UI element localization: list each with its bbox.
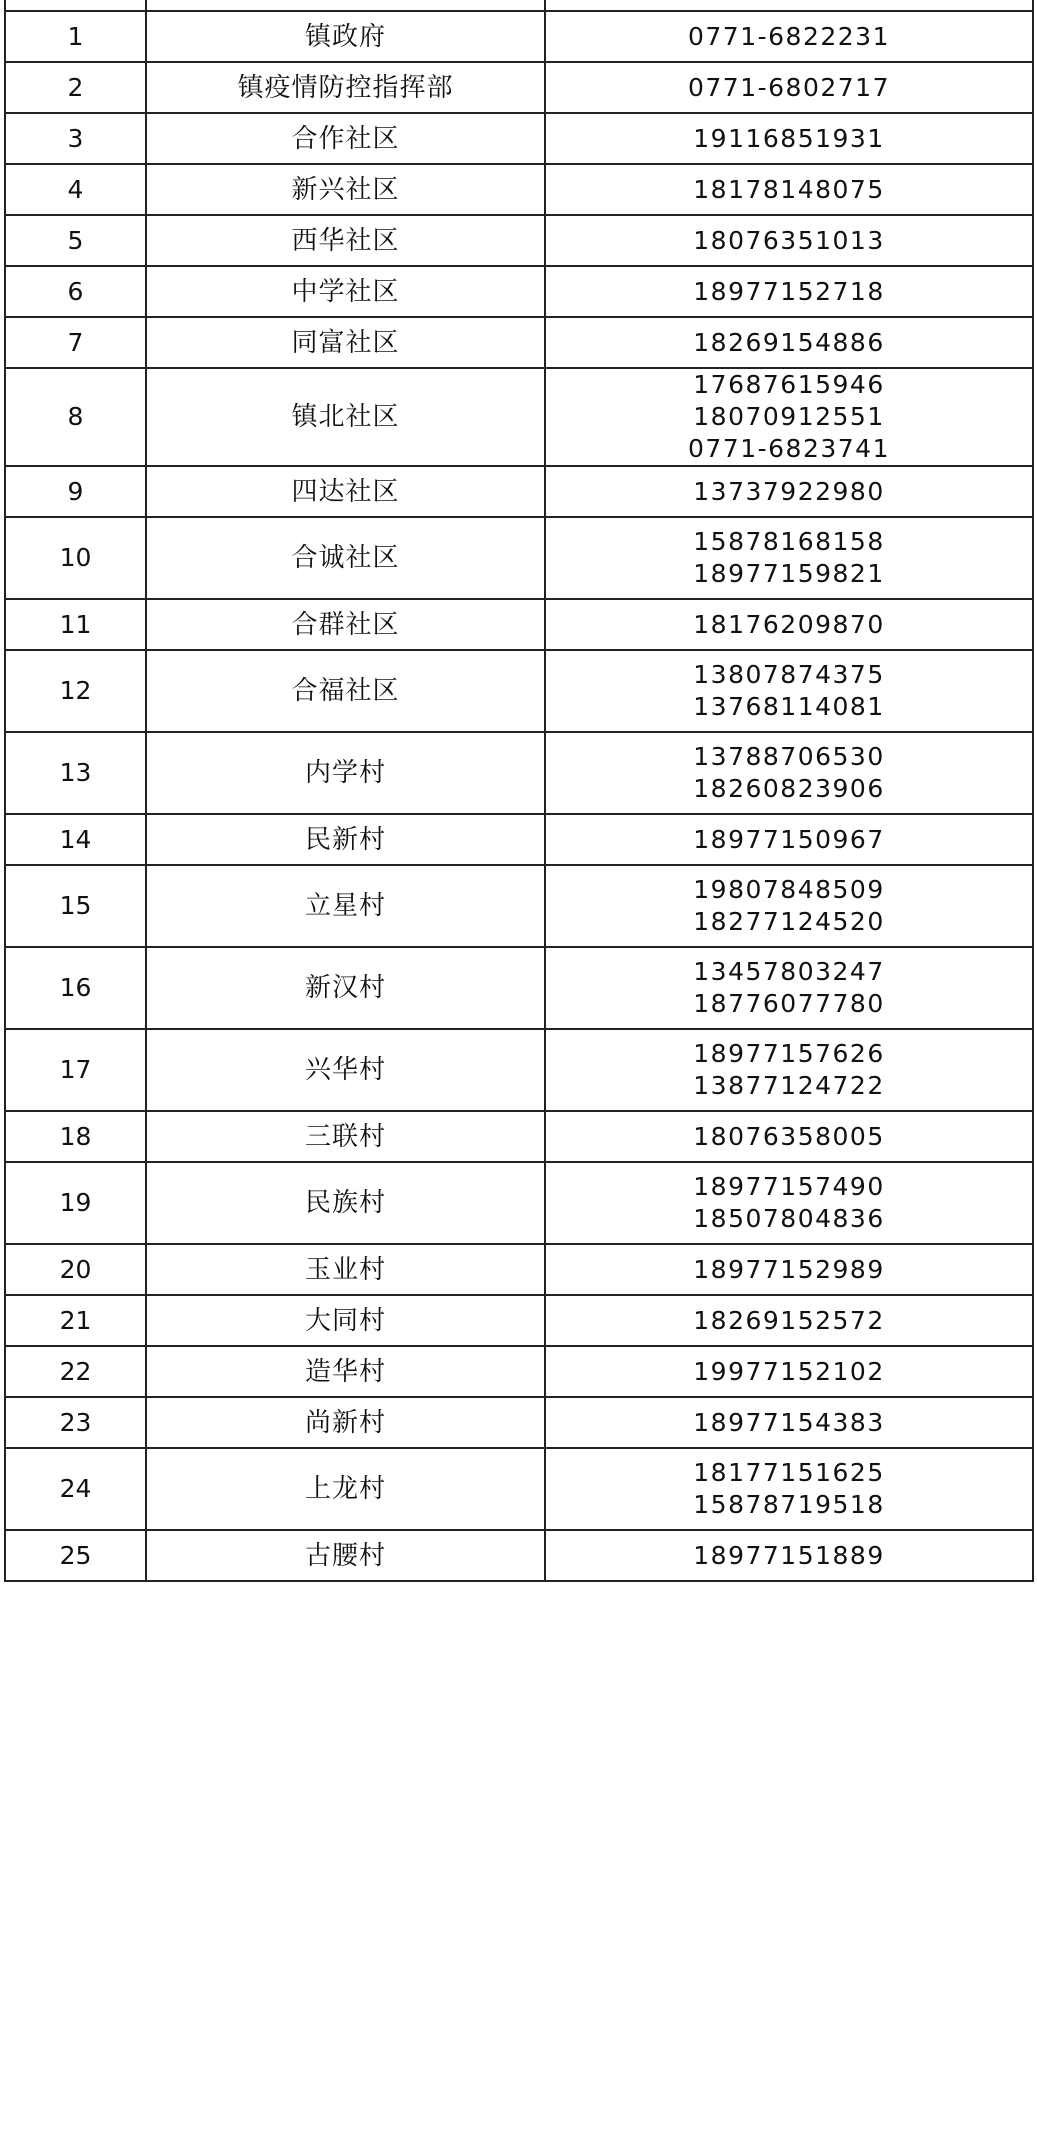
row-number: 15 xyxy=(6,866,147,946)
table-row xyxy=(6,866,1032,948)
table-row xyxy=(6,114,1032,165)
table-row xyxy=(6,948,1032,1030)
row-unit-name: 造华村 xyxy=(147,1347,546,1396)
phone-number: 18977150967 xyxy=(693,824,885,854)
table-row xyxy=(6,1030,1032,1112)
row-phones xyxy=(546,216,1032,265)
phone-number: 18977152989 xyxy=(693,1254,885,1284)
row-number: 14 xyxy=(6,815,147,864)
row-phones xyxy=(546,63,1032,112)
row-unit-name: 新汉村 xyxy=(147,948,546,1028)
row-number: 3 xyxy=(6,114,147,163)
row-number: 2 xyxy=(6,63,147,112)
top-strip-cell-name xyxy=(147,0,546,10)
row-phones xyxy=(546,518,1032,598)
phone-number: 18178148075 xyxy=(693,174,885,204)
row-phones xyxy=(546,866,1032,946)
row-phones xyxy=(546,815,1032,864)
phone-number: 17687615946 xyxy=(693,370,885,399)
row-unit-name: 合作社区 xyxy=(147,114,546,163)
top-strip-cell-no xyxy=(6,0,147,10)
table-row xyxy=(6,1347,1032,1398)
row-number: 17 xyxy=(6,1030,147,1110)
phone-number: 15878719518 xyxy=(693,1490,885,1519)
row-number: 8 xyxy=(6,369,147,465)
phone-number: 18277124520 xyxy=(693,907,885,936)
table-top-strip xyxy=(6,0,1032,12)
row-number: 10 xyxy=(6,518,147,598)
row-phones xyxy=(546,318,1032,367)
row-number: 7 xyxy=(6,318,147,367)
row-unit-name: 西华社区 xyxy=(147,216,546,265)
table-row xyxy=(6,1163,1032,1245)
table-row xyxy=(6,318,1032,369)
table-row xyxy=(6,216,1032,267)
row-number: 19 xyxy=(6,1163,147,1243)
row-unit-name: 兴华村 xyxy=(147,1030,546,1110)
row-phones xyxy=(546,733,1032,813)
row-unit-name: 四达社区 xyxy=(147,467,546,516)
row-phones xyxy=(546,467,1032,516)
phone-number: 13807874375 xyxy=(693,660,885,689)
row-number: 21 xyxy=(6,1296,147,1345)
row-unit-name: 镇政府 xyxy=(147,12,546,61)
row-number: 1 xyxy=(6,12,147,61)
row-unit-name: 镇北社区 xyxy=(147,369,546,465)
phone-number: 18176209870 xyxy=(693,609,885,639)
row-unit-name: 合群社区 xyxy=(147,600,546,649)
table-row xyxy=(6,369,1032,467)
phone-number: 18977157626 xyxy=(693,1039,885,1068)
contact-table xyxy=(4,0,1034,1582)
row-unit-name: 民族村 xyxy=(147,1163,546,1243)
row-number: 5 xyxy=(6,216,147,265)
table-row xyxy=(6,467,1032,518)
table-row xyxy=(6,165,1032,216)
phone-number: 13457803247 xyxy=(693,957,885,986)
row-number: 20 xyxy=(6,1245,147,1294)
phone-number: 18977152718 xyxy=(693,276,885,306)
phone-number: 19977152102 xyxy=(693,1356,885,1386)
table-row xyxy=(6,1112,1032,1163)
phone-number: 18977157490 xyxy=(693,1172,885,1201)
phone-number: 19807848509 xyxy=(693,875,885,904)
phone-number: 18776077780 xyxy=(693,989,885,1018)
table-row xyxy=(6,12,1032,63)
phone-number: 18177151625 xyxy=(693,1458,885,1487)
row-unit-name: 玉业村 xyxy=(147,1245,546,1294)
row-phones xyxy=(546,1163,1032,1243)
phone-number: 0771-6822231 xyxy=(688,21,890,51)
phone-number: 13877124722 xyxy=(693,1071,885,1100)
phone-number: 15878168158 xyxy=(693,527,885,556)
row-phones xyxy=(546,369,1032,465)
table-row xyxy=(6,267,1032,318)
row-unit-name: 内学村 xyxy=(147,733,546,813)
row-unit-name: 合诚社区 xyxy=(147,518,546,598)
row-phones xyxy=(546,12,1032,61)
table-row xyxy=(6,815,1032,866)
row-number: 23 xyxy=(6,1398,147,1447)
row-unit-name: 古腰村 xyxy=(147,1531,546,1580)
phone-number: 13737922980 xyxy=(693,476,885,506)
row-phones xyxy=(546,1449,1032,1529)
table-row xyxy=(6,1449,1032,1531)
row-unit-name: 镇疫情防控指挥部 xyxy=(147,63,546,112)
phone-number: 13788706530 xyxy=(693,742,885,771)
phone-number: 18260823906 xyxy=(693,774,885,803)
phone-number: 18076358005 xyxy=(693,1121,885,1151)
row-unit-name: 尚新村 xyxy=(147,1398,546,1447)
row-number: 11 xyxy=(6,600,147,649)
phone-number: 0771-6823741 xyxy=(688,434,890,463)
phone-number: 0771-6802717 xyxy=(688,72,890,102)
top-strip-cell-phone xyxy=(546,0,1032,10)
row-number: 24 xyxy=(6,1449,147,1529)
phone-number: 18977154383 xyxy=(693,1407,885,1437)
row-number: 13 xyxy=(6,733,147,813)
row-number: 4 xyxy=(6,165,147,214)
phone-number: 19116851931 xyxy=(693,123,885,153)
row-unit-name: 同富社区 xyxy=(147,318,546,367)
phone-number: 18076351013 xyxy=(693,225,885,255)
row-unit-name: 新兴社区 xyxy=(147,165,546,214)
table-row xyxy=(6,63,1032,114)
row-unit-name: 合福社区 xyxy=(147,651,546,731)
phone-number: 18977151889 xyxy=(693,1540,885,1570)
row-phones xyxy=(546,165,1032,214)
row-number: 12 xyxy=(6,651,147,731)
phone-number: 18269152572 xyxy=(693,1305,885,1335)
table-row xyxy=(6,600,1032,651)
row-unit-name: 立星村 xyxy=(147,866,546,946)
row-number: 6 xyxy=(6,267,147,316)
row-unit-name: 大同村 xyxy=(147,1296,546,1345)
table-row xyxy=(6,733,1032,815)
row-phones xyxy=(546,267,1032,316)
row-phones xyxy=(546,1296,1032,1345)
table-row xyxy=(6,1245,1032,1296)
row-number: 18 xyxy=(6,1112,147,1161)
phone-number: 13768114081 xyxy=(693,692,885,721)
row-number: 25 xyxy=(6,1531,147,1580)
row-phones xyxy=(546,948,1032,1028)
phone-number: 18070912551 xyxy=(693,402,885,431)
table-row xyxy=(6,518,1032,600)
row-unit-name: 三联村 xyxy=(147,1112,546,1161)
row-phones xyxy=(546,651,1032,731)
table-row xyxy=(6,1398,1032,1449)
row-phones xyxy=(546,1531,1032,1580)
row-number: 16 xyxy=(6,948,147,1028)
phone-number: 18269154886 xyxy=(693,327,885,357)
row-unit-name: 上龙村 xyxy=(147,1449,546,1529)
row-phones xyxy=(546,1398,1032,1447)
table-row xyxy=(6,1296,1032,1347)
table-row xyxy=(6,1531,1032,1582)
row-phones xyxy=(546,1030,1032,1110)
row-unit-name: 中学社区 xyxy=(147,267,546,316)
row-phones xyxy=(546,1112,1032,1161)
row-unit-name: 民新村 xyxy=(147,815,546,864)
phone-number: 18977159821 xyxy=(693,559,885,588)
table-row xyxy=(6,651,1032,733)
row-phones xyxy=(546,1347,1032,1396)
row-phones xyxy=(546,114,1032,163)
phone-number: 18507804836 xyxy=(693,1204,885,1233)
row-phones xyxy=(546,600,1032,649)
row-phones xyxy=(546,1245,1032,1294)
row-number: 22 xyxy=(6,1347,147,1396)
row-number: 9 xyxy=(6,467,147,516)
